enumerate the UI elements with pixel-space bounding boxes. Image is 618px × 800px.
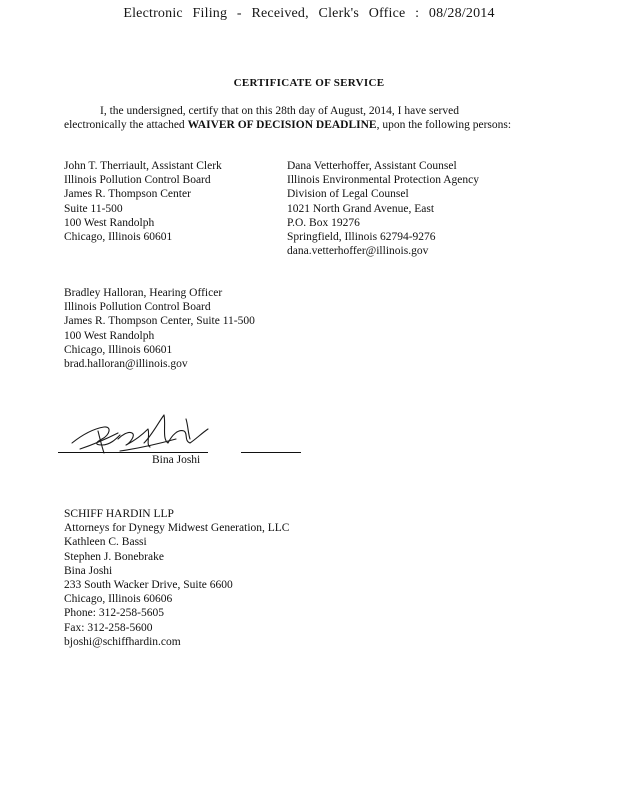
recipient-counsel-address xyxy=(287,159,479,258)
firm-name: SCHIFF HARDIN LLP xyxy=(64,508,174,520)
address-line: 233 South Wacker Drive, Suite 6600 xyxy=(64,579,233,592)
address-line: 100 West Randolph xyxy=(64,216,155,229)
address-line: 1021 North Grand Avenue, East xyxy=(287,202,435,215)
recipient-clerk-address xyxy=(64,159,222,244)
attorney-name: Bina Joshi xyxy=(64,564,113,577)
address-line: Illinois Pollution Control Board xyxy=(64,301,211,314)
attorney-name: Kathleen C. Bassi xyxy=(64,536,147,549)
intro-text: I, the undersigned, certify that on this 28th day of August, 2014, I have served electronically the attached xyxy=(64,105,459,131)
signer-name: Bina Joshi xyxy=(152,454,201,466)
law-firm-signature-block xyxy=(64,507,289,649)
address-line: James R. Thompson Center xyxy=(64,188,191,201)
recipient-hearing-officer-address xyxy=(64,286,255,371)
address-line: John T. Therriault, Assistant Clerk xyxy=(64,160,222,172)
address-line: Bradley Halloran, Hearing Officer xyxy=(64,287,223,299)
address-line: Chicago, Illinois 60601 xyxy=(64,343,173,356)
address-line: 100 West Randolph xyxy=(64,329,155,342)
certification-paragraph xyxy=(64,104,512,132)
email-line: brad.halloran@illinois.gov xyxy=(64,358,188,371)
fax-line: Fax: 312-258-5600 xyxy=(64,621,153,634)
phone-line: Phone: 312-258-5605 xyxy=(64,607,164,620)
attorney-name: Stephen J. Bonebrake xyxy=(64,550,164,563)
address-line: Chicago, Illinois 60606 xyxy=(64,593,173,606)
electronic-filing-stamp: Electronic Filing - Received, Clerk's Office : 08/28/2014 xyxy=(123,6,495,21)
email-line: dana.vetterhoffer@illinois.gov xyxy=(287,245,429,258)
address-line: Springfield, Illinois 62794-9276 xyxy=(287,231,436,244)
address-line: Illinois Pollution Control Board xyxy=(64,174,211,187)
firm-role-line: Attorneys for Dynegy Midwest Generation, LLC xyxy=(64,522,290,535)
address-line: James R. Thompson Center, Suite 11-500 xyxy=(64,315,255,328)
document-title: CERTIFICATE OF SERVICE xyxy=(233,77,385,89)
address-line: Chicago, Illinois 60601 xyxy=(64,231,173,244)
document-name-bold: WAIVER OF DECISION DEADLINE xyxy=(187,119,377,131)
address-line: P.O. Box 19276 xyxy=(287,216,360,229)
signature-line-extension xyxy=(241,452,301,453)
address-line: Dana Vetterhoffer, Assistant Counsel xyxy=(287,160,457,172)
address-line: Illinois Environmental Protection Agency xyxy=(287,174,479,187)
intro-text-end: , upon the following persons: xyxy=(376,119,512,131)
address-line: Division of Legal Counsel xyxy=(287,188,409,201)
signature-line xyxy=(58,452,208,453)
email-line: bjoshi@schiffhardin.com xyxy=(64,635,181,648)
address-line: Suite 11-500 xyxy=(64,202,123,215)
